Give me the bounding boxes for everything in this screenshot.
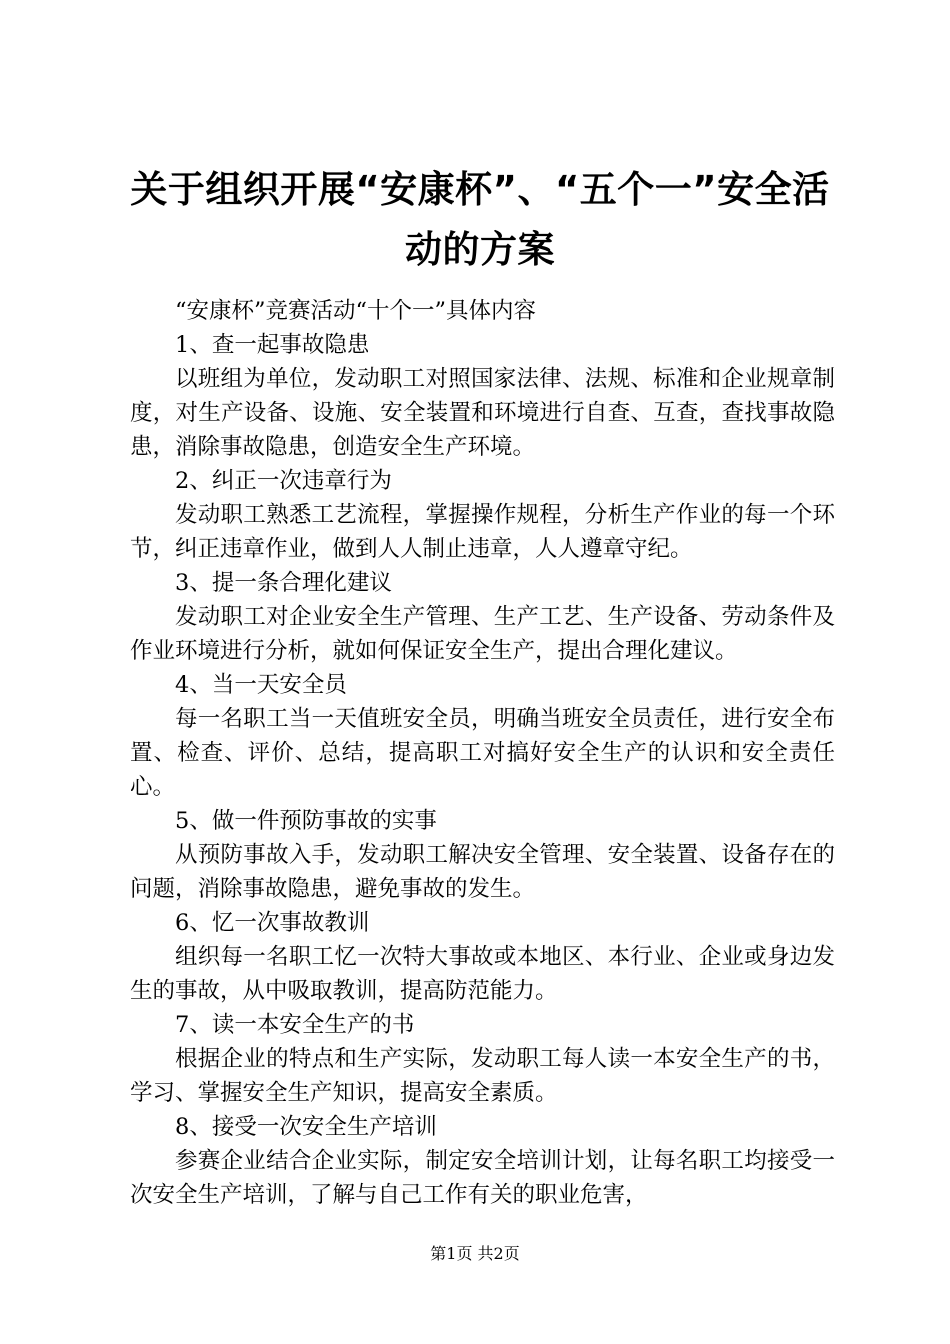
section-heading-6: 6、忆一次事故教训 [175,910,370,936]
document-title [120,160,840,280]
title-line-2: 动的方案 [405,228,555,271]
section-heading-8: 8、接受一次安全生产培训 [175,1114,437,1140]
page-footer: 第1页 共2页 [430,1244,520,1263]
section-body-1: 以班组为单位，发动职工对照国家法律、法规、标准和企业规章制度，对生产设备、设施、安全装置和环境进行自查、互查，查找事故隐患，消除事故隐患，创造安全生产环境。 [130,366,835,460]
intro-paragraph: “安康杯”竞赛活动“十个一”具体内容 [175,298,537,324]
title-line-1: 关于组织开展“安康杯”、“五个一”安全活 [130,168,830,211]
section-body-3: 发动职工对企业安全生产管理、生产工艺、生产设备、劳动条件及作业环境进行分析，就如何保证安全生产，提出合理化建议。 [130,604,835,664]
section-heading-3: 3、提一条合理化建议 [175,570,392,596]
section-body-5: 从预防事故入手，发动职工解决安全管理、安全装置、设备存在的问题，消除事故隐患，避免事故的发生。 [130,842,835,902]
section-body-6: 组织每一名职工忆一次特大事故或本地区、本行业、企业或身边发生的事故，从中吸取教训，提高防范能力。 [130,944,835,1004]
section-heading-7: 7、读一本安全生产的书 [175,1012,415,1038]
document-body [130,294,835,1212]
section-heading-1: 1、查一起事故隐患 [175,332,370,358]
section-body-7: 根据企业的特点和生产实际，发动职工每人读一本安全生产的书，学习、掌握安全生产知识，提高安全素质。 [130,1046,835,1106]
section-body-4: 每一名职工当一天值班安全员，明确当班安全员责任，进行安全布置、检查、评价、总结，提高职工对搞好安全生产的认识和安全责任心。 [130,706,835,800]
section-heading-5: 5、做一件预防事故的实事 [175,808,437,834]
section-heading-4: 4、当一天安全员 [175,672,347,698]
section-body-8: 参赛企业结合企业实际，制定安全培训计划，让每名职工均接受一次安全生产培训，了解与自己工作有关的职业危害， [130,1148,835,1208]
section-body-2: 发动职工熟悉工艺流程，掌握操作规程，分析生产作业的每一个环节，纠正违章作业，做到人人制止违章，人人遵章守纪。 [130,502,835,562]
section-heading-2: 2、纠正一次违章行为 [175,468,392,494]
